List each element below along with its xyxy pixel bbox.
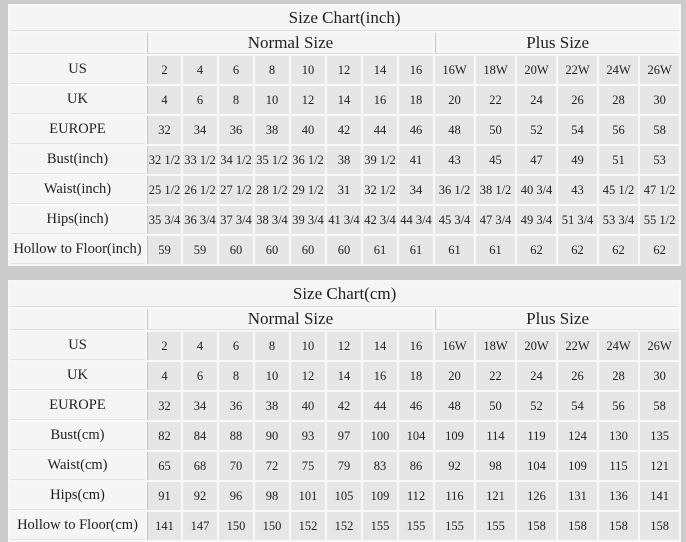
- table-row: [10, 512, 679, 540]
- size-cell: 155: [399, 512, 433, 540]
- size-cell: 121: [476, 482, 515, 510]
- size-cell: 155: [435, 512, 474, 540]
- size-cell: 24: [517, 86, 556, 114]
- size-cell: 158: [517, 512, 556, 540]
- size-cell: 35 3/4: [147, 206, 181, 234]
- size-cell: 41 3/4: [327, 206, 361, 234]
- size-cell: 68: [183, 452, 217, 480]
- size-cell: 49: [558, 146, 597, 174]
- row-label: EUROPE: [10, 116, 145, 144]
- size-cell: 10: [255, 86, 289, 114]
- size-cell: 4: [147, 362, 181, 390]
- size-cell: 16: [399, 56, 433, 84]
- size-cell: 98: [255, 482, 289, 510]
- size-cell: 18W: [476, 332, 515, 360]
- size-cell: 56: [599, 392, 638, 420]
- size-cell: 40 3/4: [517, 176, 556, 204]
- size-cell: 20: [435, 86, 474, 114]
- size-cell: 20W: [517, 56, 556, 84]
- size-cell: 38: [255, 392, 289, 420]
- size-cell: 112: [399, 482, 433, 510]
- size-cell: 34: [399, 176, 433, 204]
- size-cell: 93: [291, 422, 325, 450]
- size-cell: 59: [147, 236, 181, 264]
- size-cell: 61: [476, 236, 515, 264]
- table-row: [10, 392, 679, 420]
- size-cell: 115: [599, 452, 638, 480]
- row-label: Hips(inch): [10, 206, 145, 234]
- size-table-inch: [8, 4, 681, 266]
- size-cell: 152: [291, 512, 325, 540]
- size-cell: 12: [291, 86, 325, 114]
- table-row: [10, 362, 679, 390]
- size-cell: 62: [599, 236, 638, 264]
- size-cell: 26W: [640, 56, 679, 84]
- size-cell: 28 1/2: [255, 176, 289, 204]
- size-cell: 35 1/2: [255, 146, 289, 174]
- size-cell: 83: [363, 452, 397, 480]
- row-label: Hips(cm): [10, 482, 145, 510]
- size-cell: 37 3/4: [219, 206, 253, 234]
- size-cell: 31: [327, 176, 361, 204]
- size-cell: 40: [291, 116, 325, 144]
- size-cell: 14: [327, 362, 361, 390]
- size-cell: 79: [327, 452, 361, 480]
- size-cell: 4: [147, 86, 181, 114]
- size-cell: 32: [147, 116, 181, 144]
- size-cell: 18W: [476, 56, 515, 84]
- size-cell: 155: [363, 512, 397, 540]
- row-label: Bust(inch): [10, 146, 145, 174]
- size-cell: 36 1/2: [291, 146, 325, 174]
- size-cell: 26 1/2: [183, 176, 217, 204]
- size-cell: 51: [599, 146, 638, 174]
- size-cell: 16: [363, 362, 397, 390]
- size-cell: 109: [363, 482, 397, 510]
- size-cell: 92: [435, 452, 474, 480]
- size-cell: 105: [327, 482, 361, 510]
- size-cell: 158: [558, 512, 597, 540]
- size-cell: 32 1/2: [363, 176, 397, 204]
- size-cell: 16W: [435, 332, 474, 360]
- size-cell: 4: [183, 56, 217, 84]
- table-title: Size Chart(inch): [10, 6, 679, 31]
- size-cell: 26: [558, 362, 597, 390]
- size-cell: 150: [255, 512, 289, 540]
- size-cell: 150: [219, 512, 253, 540]
- size-cell: 60: [291, 236, 325, 264]
- size-cell: 45 3/4: [435, 206, 474, 234]
- size-cell: 98: [476, 452, 515, 480]
- table-row: [10, 452, 679, 480]
- size-cell: 2: [147, 56, 181, 84]
- size-cell: 97: [327, 422, 361, 450]
- size-cell: 38: [327, 146, 361, 174]
- size-cell: 44: [363, 116, 397, 144]
- size-cell: 59: [183, 236, 217, 264]
- row-label: US: [10, 56, 145, 84]
- size-cell: 6: [219, 56, 253, 84]
- size-cell: 20: [435, 362, 474, 390]
- size-table-cm-table: [8, 280, 681, 542]
- size-cell: 75: [291, 452, 325, 480]
- size-table-inch-table: [8, 4, 681, 266]
- size-cell: 44 3/4: [399, 206, 433, 234]
- size-cell: 24: [517, 362, 556, 390]
- corner-cell: [10, 309, 145, 330]
- table-row: [10, 206, 679, 234]
- column-group-row: [10, 309, 679, 330]
- size-cell: 16: [363, 86, 397, 114]
- row-label: EUROPE: [10, 392, 145, 420]
- column-group-label: Plus Size: [435, 309, 679, 330]
- table-row: [10, 236, 679, 264]
- size-cell: 40: [291, 392, 325, 420]
- size-cell: 141: [147, 512, 181, 540]
- size-cell: 36: [219, 116, 253, 144]
- size-cell: 28: [599, 86, 638, 114]
- size-cell: 32 1/2: [147, 146, 181, 174]
- size-cell: 109: [435, 422, 474, 450]
- size-cell: 52: [517, 392, 556, 420]
- size-cell: 26: [558, 86, 597, 114]
- row-label: Hollow to Floor(cm): [10, 512, 145, 540]
- size-cell: 8: [219, 362, 253, 390]
- size-cell: 58: [640, 116, 679, 144]
- size-cell: 6: [183, 362, 217, 390]
- size-cell: 42: [327, 392, 361, 420]
- table-title-row: [10, 6, 679, 31]
- size-cell: 61: [435, 236, 474, 264]
- size-cell: 53 3/4: [599, 206, 638, 234]
- size-cell: 12: [327, 56, 361, 84]
- row-label: Hollow to Floor(inch): [10, 236, 145, 264]
- size-cell: 45 1/2: [599, 176, 638, 204]
- size-cell: 30: [640, 362, 679, 390]
- size-cell: 16: [399, 332, 433, 360]
- size-cell: 158: [599, 512, 638, 540]
- size-cell: 4: [183, 332, 217, 360]
- table-row: [10, 86, 679, 114]
- row-label: Waist(inch): [10, 176, 145, 204]
- size-cell: 62: [517, 236, 556, 264]
- size-cell: 22: [476, 86, 515, 114]
- size-cell: 28: [599, 362, 638, 390]
- size-cell: 56: [599, 116, 638, 144]
- size-cell: 104: [399, 422, 433, 450]
- size-cell: 6: [183, 86, 217, 114]
- size-cell: 8: [219, 86, 253, 114]
- size-cell: 48: [435, 392, 474, 420]
- size-cell: 124: [558, 422, 597, 450]
- size-cell: 38 3/4: [255, 206, 289, 234]
- size-cell: 155: [476, 512, 515, 540]
- size-cell: 104: [517, 452, 556, 480]
- size-cell: 50: [476, 392, 515, 420]
- size-cell: 38: [255, 116, 289, 144]
- size-cell: 72: [255, 452, 289, 480]
- size-cell: 26W: [640, 332, 679, 360]
- size-cell: 91: [147, 482, 181, 510]
- size-cell: 136: [599, 482, 638, 510]
- size-cell: 135: [640, 422, 679, 450]
- size-cell: 70: [219, 452, 253, 480]
- table-row: [10, 176, 679, 204]
- size-cell: 24W: [599, 56, 638, 84]
- table-row: [10, 56, 679, 84]
- size-cell: 39 1/2: [363, 146, 397, 174]
- size-cell: 27 1/2: [219, 176, 253, 204]
- size-cell: 25 1/2: [147, 176, 181, 204]
- size-cell: 14: [363, 332, 397, 360]
- size-cell: 54: [558, 116, 597, 144]
- size-cell: 29 1/2: [291, 176, 325, 204]
- size-cell: 46: [399, 392, 433, 420]
- size-cell: 62: [640, 236, 679, 264]
- size-cell: 100: [363, 422, 397, 450]
- size-cell: 12: [327, 332, 361, 360]
- size-cell: 51 3/4: [558, 206, 597, 234]
- size-cell: 131: [558, 482, 597, 510]
- size-cell: 36 3/4: [183, 206, 217, 234]
- size-cell: 52: [517, 116, 556, 144]
- size-cell: 8: [255, 332, 289, 360]
- size-cell: 88: [219, 422, 253, 450]
- size-cell: 92: [183, 482, 217, 510]
- size-cell: 121: [640, 452, 679, 480]
- size-cell: 90: [255, 422, 289, 450]
- size-cell: 158: [640, 512, 679, 540]
- size-cell: 2: [147, 332, 181, 360]
- size-cell: 60: [219, 236, 253, 264]
- size-cell: 22: [476, 362, 515, 390]
- size-cell: 54: [558, 392, 597, 420]
- column-group-label: Normal Size: [147, 33, 433, 54]
- size-cell: 50: [476, 116, 515, 144]
- size-cell: 32: [147, 392, 181, 420]
- size-cell: 43: [435, 146, 474, 174]
- size-cell: 42: [327, 116, 361, 144]
- size-cell: 16W: [435, 56, 474, 84]
- size-cell: 36 1/2: [435, 176, 474, 204]
- size-cell: 55 1/2: [640, 206, 679, 234]
- size-cell: 20W: [517, 332, 556, 360]
- size-cell: 109: [558, 452, 597, 480]
- table-row: [10, 332, 679, 360]
- size-cell: 43: [558, 176, 597, 204]
- size-cell: 34: [183, 116, 217, 144]
- row-label: Bust(cm): [10, 422, 145, 450]
- size-cell: 82: [147, 422, 181, 450]
- size-cell: 10: [291, 332, 325, 360]
- size-cell: 30: [640, 86, 679, 114]
- size-cell: 10: [291, 56, 325, 84]
- size-cell: 114: [476, 422, 515, 450]
- size-cell: 119: [517, 422, 556, 450]
- row-label: US: [10, 332, 145, 360]
- size-cell: 36: [219, 392, 253, 420]
- size-cell: 116: [435, 482, 474, 510]
- size-cell: 45: [476, 146, 515, 174]
- size-cell: 126: [517, 482, 556, 510]
- size-cell: 14: [363, 56, 397, 84]
- size-cell: 152: [327, 512, 361, 540]
- size-cell: 33 1/2: [183, 146, 217, 174]
- size-cell: 60: [327, 236, 361, 264]
- size-cell: 47 1/2: [640, 176, 679, 204]
- row-label: UK: [10, 362, 145, 390]
- size-cell: 58: [640, 392, 679, 420]
- table-row: [10, 422, 679, 450]
- size-cell: 84: [183, 422, 217, 450]
- size-cell: 86: [399, 452, 433, 480]
- size-cell: 96: [219, 482, 253, 510]
- size-cell: 61: [363, 236, 397, 264]
- size-cell: 6: [219, 332, 253, 360]
- size-cell: 42 3/4: [363, 206, 397, 234]
- size-cell: 18: [399, 86, 433, 114]
- size-cell: 24W: [599, 332, 638, 360]
- size-cell: 39 3/4: [291, 206, 325, 234]
- size-cell: 12: [291, 362, 325, 390]
- size-cell: 147: [183, 512, 217, 540]
- size-cell: 34: [183, 392, 217, 420]
- size-cell: 49 3/4: [517, 206, 556, 234]
- size-cell: 46: [399, 116, 433, 144]
- size-cell: 44: [363, 392, 397, 420]
- size-cell: 38 1/2: [476, 176, 515, 204]
- table-row: [10, 146, 679, 174]
- size-cell: 61: [399, 236, 433, 264]
- size-cell: 8: [255, 56, 289, 84]
- size-table-cm: [8, 280, 681, 542]
- size-cell: 60: [255, 236, 289, 264]
- row-label: Waist(cm): [10, 452, 145, 480]
- column-group-label: Plus Size: [435, 33, 679, 54]
- column-group-label: Normal Size: [147, 309, 433, 330]
- size-cell: 10: [255, 362, 289, 390]
- size-cell: 22W: [558, 332, 597, 360]
- table-title: Size Chart(cm): [10, 282, 679, 307]
- size-cell: 22W: [558, 56, 597, 84]
- size-cell: 65: [147, 452, 181, 480]
- size-cell: 34 1/2: [219, 146, 253, 174]
- size-cell: 47 3/4: [476, 206, 515, 234]
- row-label: UK: [10, 86, 145, 114]
- size-cell: 14: [327, 86, 361, 114]
- table-row: [10, 116, 679, 144]
- size-cell: 41: [399, 146, 433, 174]
- size-cell: 53: [640, 146, 679, 174]
- size-cell: 130: [599, 422, 638, 450]
- size-cell: 101: [291, 482, 325, 510]
- size-cell: 47: [517, 146, 556, 174]
- column-group-row: [10, 33, 679, 54]
- size-cell: 62: [558, 236, 597, 264]
- size-cell: 141: [640, 482, 679, 510]
- table-row: [10, 482, 679, 510]
- size-cell: 48: [435, 116, 474, 144]
- size-cell: 18: [399, 362, 433, 390]
- table-title-row: [10, 282, 679, 307]
- corner-cell: [10, 33, 145, 54]
